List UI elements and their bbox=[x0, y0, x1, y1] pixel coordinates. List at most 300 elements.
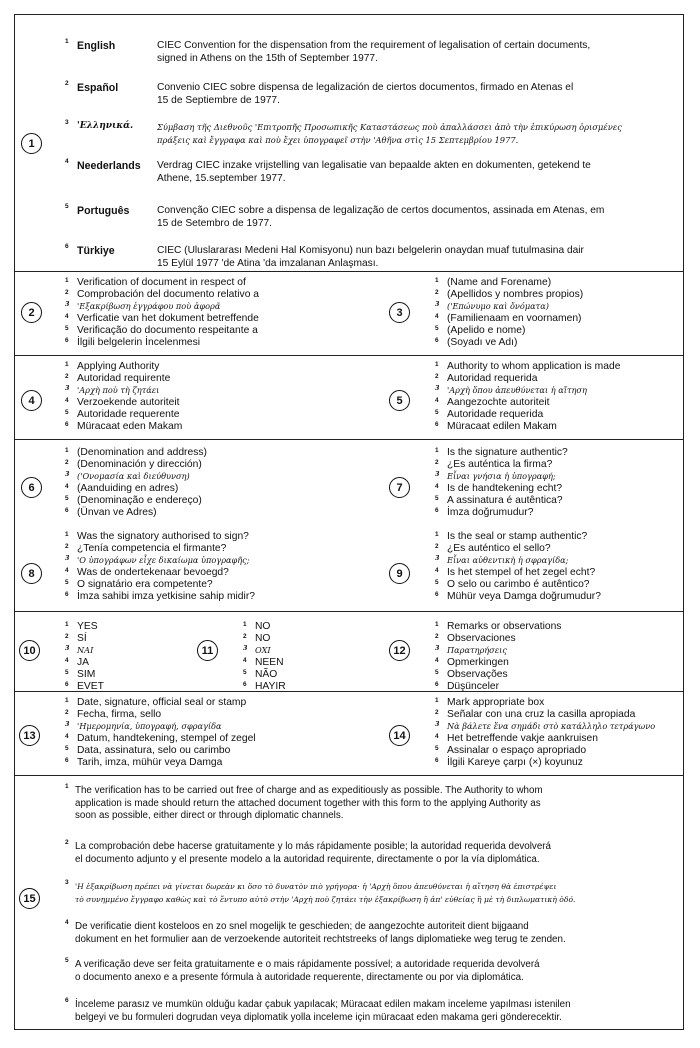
section-number: 7 bbox=[389, 477, 410, 498]
item-label: SÍ bbox=[77, 632, 87, 644]
section-number: 14 bbox=[389, 725, 410, 746]
entry-number: 2 bbox=[65, 80, 69, 87]
entry-number: 4 bbox=[65, 158, 69, 165]
instruction-line: belgeyi ve bu formuleri dogrudan veya diplomatik yolla inceleme için müracaat eden makama geri gönderecektir. bbox=[75, 1011, 562, 1023]
form-frame bbox=[14, 14, 684, 1030]
date-signature-item bbox=[65, 709, 256, 721]
instruction-line: A verificação deve ser feita gratuitamente e o mais rápidamente possível; a autoridade requerida devolverá bbox=[75, 959, 540, 970]
requested-authority-list bbox=[435, 361, 620, 432]
item-number: 3 bbox=[65, 719, 70, 728]
convention-title-line: 15 de Setembro de 1977. bbox=[157, 218, 272, 229]
item-number: 3 bbox=[435, 719, 440, 728]
item-number: 1 bbox=[65, 277, 69, 284]
item-number: 5 bbox=[65, 744, 69, 752]
item-number: 6 bbox=[65, 336, 69, 344]
denomination-and-address-item bbox=[65, 471, 207, 483]
item-number: 2 bbox=[435, 632, 439, 640]
convention-title-line: Convenção CIEC sobre a dispensa de legalização de certos documentos, assinada em Atenas, em bbox=[157, 205, 605, 216]
item-label: (Name and Forename) bbox=[447, 277, 552, 288]
entry-number: 6 bbox=[65, 243, 69, 250]
section-4-5 bbox=[15, 355, 683, 439]
section-1-title bbox=[15, 15, 683, 271]
remarks-item bbox=[435, 633, 561, 645]
convention-title-line: πράξεις καὶ ἔγγραφα καὶ ποὺ ἔχει ὑπογραφεῖ στὴν 'Αθῆνα στὶς 15 Σεπτεμβρίου 1977. bbox=[157, 135, 519, 145]
item-number: 6 bbox=[435, 336, 439, 344]
convention-title-line: CIEC (Uluslararası Medeni Hal Komisyonu) nun bazı belgelerin onaydan muaf tutulmasina dair bbox=[157, 245, 584, 256]
item-label: Comprobación del documento relativo a bbox=[77, 288, 260, 300]
item-label: O signatário era competente? bbox=[77, 578, 213, 590]
item-label: İmza sahibi imza yetkisine sahip midir? bbox=[77, 590, 255, 602]
item-number: 3 bbox=[65, 643, 70, 652]
item-number: 1 bbox=[65, 361, 69, 368]
section-number: 2 bbox=[21, 302, 42, 323]
item-label: (Denominación y dirección) bbox=[77, 458, 202, 470]
requested-authority-item bbox=[435, 361, 620, 373]
item-label: Is the signature authentic? bbox=[447, 447, 568, 458]
item-number: 4 bbox=[65, 732, 69, 740]
denomination-and-address-item bbox=[65, 495, 207, 507]
remarks-item bbox=[435, 645, 561, 657]
item-label: Müracaat eden Makam bbox=[77, 420, 183, 432]
remarks-list bbox=[435, 621, 561, 692]
section-13-14 bbox=[15, 691, 683, 775]
language-label: Português bbox=[77, 205, 130, 217]
name-and-forename-item bbox=[435, 277, 583, 289]
item-number: 1 bbox=[65, 447, 69, 454]
section-number: 11 bbox=[197, 640, 218, 661]
date-signature-item bbox=[65, 721, 256, 733]
item-number: 4 bbox=[65, 396, 69, 404]
item-label: Mühür veya Damga doğrumudur? bbox=[447, 590, 601, 602]
item-number: 6 bbox=[435, 680, 439, 688]
item-number: 5 bbox=[65, 324, 69, 332]
item-number: 6 bbox=[65, 680, 69, 688]
no-list bbox=[243, 621, 286, 692]
item-number: 3 bbox=[65, 299, 70, 308]
mark-box-item bbox=[435, 697, 655, 709]
item-label: Aangezochte autoriteit bbox=[447, 396, 550, 408]
item-number: 3 bbox=[435, 299, 440, 308]
applying-authority-item bbox=[65, 361, 182, 373]
item-label: ¿Es auténtica la firma? bbox=[447, 458, 553, 470]
mark-box-item bbox=[435, 745, 655, 757]
signatory-authorised-list bbox=[65, 531, 255, 602]
item-label: NAI bbox=[77, 644, 94, 655]
section-6-7 bbox=[15, 439, 683, 611]
mark-box-list bbox=[435, 697, 655, 768]
section-15-instructions bbox=[15, 775, 683, 1031]
seal-authentic-item bbox=[435, 531, 601, 543]
item-number: 3 bbox=[65, 553, 70, 562]
item-number: 2 bbox=[65, 708, 69, 716]
item-label: Is de handtekening echt? bbox=[447, 482, 563, 494]
item-label: OXI bbox=[255, 644, 271, 655]
yes-item bbox=[65, 669, 104, 681]
item-label: 'Εξακρίβωση ἐγγράφου ποὺ ἀφορᾶ bbox=[77, 300, 221, 311]
convention-title-line: Σύμβαση τῆς Διεθνοῦς 'Επιτροπῆς Προσωπικῆς Καταστάσεως ποὺ ἀπαλλάσσει ἀπὸ τὴν ἐπικύρωση ὁρισμένες bbox=[157, 122, 622, 132]
mark-box-item bbox=[435, 721, 655, 733]
language-label: Español bbox=[77, 82, 119, 94]
item-label: Εἶναι αὐθεντικὴ ἡ σφραγίδα; bbox=[447, 554, 569, 565]
no-item bbox=[243, 657, 286, 669]
item-number: 5 bbox=[435, 668, 439, 676]
name-and-forename-item bbox=[435, 301, 583, 313]
applying-authority-item bbox=[65, 421, 182, 433]
document-in-respect-of-item bbox=[65, 301, 259, 313]
item-label: NÃO bbox=[255, 668, 278, 680]
item-number: 3 bbox=[435, 553, 440, 562]
item-label: O selo ou carimbo é autêntico? bbox=[447, 578, 590, 590]
no-item bbox=[243, 645, 286, 657]
requested-authority-item bbox=[435, 385, 620, 397]
item-label: Düşünceler bbox=[447, 680, 500, 692]
instruction-line: τὸ συνημμένο ἔγγραφο καθὼς καὶ τὸ ἔντυπο αὐτὸ στὴν 'Αρχὴ ποὺ ζητάει τὴν ἐξακρίβωση ἢ ἀπ' εὐθείας ἢ μὲ τὴ διπλωματικὴ ὁδό. bbox=[75, 894, 576, 904]
item-number: 2 bbox=[65, 288, 69, 296]
item-number: 3 bbox=[435, 469, 440, 478]
item-number: 2 bbox=[65, 632, 69, 640]
item-label: Is the seal or stamp authentic? bbox=[447, 531, 588, 542]
section-number: 3 bbox=[389, 302, 410, 323]
applying-authority-item bbox=[65, 385, 182, 397]
convention-title-line: 15 de Septiembre de 1977. bbox=[157, 95, 280, 106]
name-and-forename-item bbox=[435, 337, 583, 349]
item-label: İlgili belgelerin İncelenmesi bbox=[77, 336, 201, 348]
signatory-authorised-item bbox=[65, 531, 255, 543]
item-number: 1 bbox=[435, 621, 439, 628]
document-in-respect-of-item bbox=[65, 277, 259, 289]
item-number: 5 bbox=[65, 408, 69, 416]
item-label: Observações bbox=[447, 668, 508, 680]
item-number: 5 bbox=[243, 668, 247, 676]
item-label: JA bbox=[77, 656, 90, 668]
item-label: 'Αρχὴ ποὺ τὴ ζητάει bbox=[77, 384, 160, 395]
no-item bbox=[243, 669, 286, 681]
item-number: 4 bbox=[65, 566, 69, 574]
language-label: Neederlands bbox=[77, 160, 141, 172]
item-label: Müracaat edilen Makam bbox=[447, 420, 557, 432]
requested-authority-item bbox=[435, 409, 620, 421]
name-and-forename-list bbox=[435, 277, 583, 348]
seal-authentic-item bbox=[435, 579, 601, 591]
item-number: 4 bbox=[65, 312, 69, 320]
item-label: (Ünvan ve Adres) bbox=[77, 506, 157, 518]
item-number: 5 bbox=[65, 668, 69, 676]
item-label: ¿Es auténtico el sello? bbox=[447, 542, 551, 554]
section-2-3 bbox=[15, 271, 683, 355]
section-number: 13 bbox=[19, 725, 40, 746]
item-label: NEEN bbox=[255, 656, 284, 668]
section-number: 1 bbox=[21, 133, 42, 154]
item-label: Señalar con una cruz la casilla apropiada bbox=[447, 708, 636, 720]
signature-authentic-item bbox=[435, 495, 568, 507]
applying-authority-item bbox=[65, 409, 182, 421]
item-number: 6 bbox=[435, 590, 439, 598]
item-label: Opmerkingen bbox=[447, 656, 509, 668]
yes-list bbox=[65, 621, 104, 692]
item-number: 5 bbox=[435, 324, 439, 332]
instruction-line: La comprobación debe hacerse gratuitamente y lo más rápidamente posible; la autoridad requerida devolverá bbox=[75, 841, 551, 852]
item-number: 6 bbox=[65, 506, 69, 514]
entry-number: 5 bbox=[65, 203, 69, 210]
item-label: Datum, handtekening, stempel of zegel bbox=[77, 732, 256, 744]
item-label: Autoridad requirente bbox=[77, 372, 171, 384]
yes-item bbox=[65, 645, 104, 657]
item-label: Assinalar o espaço apropriado bbox=[447, 744, 587, 756]
remarks-item bbox=[435, 669, 561, 681]
item-label: ('Ονομασία καὶ διεύθυνση) bbox=[77, 470, 190, 481]
paragraph-number: 6 bbox=[65, 997, 69, 1004]
item-label: (Aanduiding en adres) bbox=[77, 482, 179, 494]
signatory-authorised-item bbox=[65, 591, 255, 603]
item-label: Remarks or observations bbox=[447, 621, 562, 632]
requested-authority-item bbox=[435, 373, 620, 385]
item-number: 6 bbox=[435, 506, 439, 514]
item-number: 1 bbox=[65, 697, 69, 704]
item-number: 3 bbox=[435, 383, 440, 392]
date-signature-item bbox=[65, 733, 256, 745]
yes-item bbox=[65, 633, 104, 645]
document-in-respect-of-item bbox=[65, 337, 259, 349]
item-label: Applying Authority bbox=[77, 361, 160, 372]
item-number: 2 bbox=[435, 372, 439, 380]
seal-authentic-list bbox=[435, 531, 601, 602]
item-label: (Denominação e endereço) bbox=[77, 494, 202, 506]
signature-authentic-item bbox=[435, 471, 568, 483]
section-number: 6 bbox=[21, 477, 42, 498]
applying-authority-item bbox=[65, 373, 182, 385]
item-number: 4 bbox=[435, 482, 439, 490]
item-label: Autoridad requerida bbox=[447, 372, 538, 384]
item-number: 3 bbox=[435, 643, 440, 652]
name-and-forename-item bbox=[435, 313, 583, 325]
item-label: 'Ημερομηνία, ὑπογραφή, σφραγίδα bbox=[77, 720, 222, 731]
signatory-authorised-item bbox=[65, 543, 255, 555]
language-label: English bbox=[77, 40, 116, 52]
item-label: Mark appropriate box bbox=[447, 697, 545, 708]
item-label: 'Ο ὑπογράφων εἶχε δικαίωμα ὑπογραφῆς; bbox=[77, 554, 250, 565]
item-label: YES bbox=[77, 621, 98, 632]
name-and-forename-item bbox=[435, 325, 583, 337]
signature-authentic-item bbox=[435, 507, 568, 519]
item-label: Verificação do documento respeitante a bbox=[77, 324, 258, 336]
item-number: 6 bbox=[65, 420, 69, 428]
section-10-12 bbox=[15, 611, 683, 691]
signature-authentic-item bbox=[435, 447, 568, 459]
remarks-item bbox=[435, 657, 561, 669]
entry-number: 1 bbox=[65, 38, 69, 45]
item-label: EVET bbox=[77, 680, 104, 692]
denomination-and-address-item bbox=[65, 447, 207, 459]
item-number: 1 bbox=[435, 277, 439, 284]
item-label: İlgili Kareye çarpı (×) koyunuz bbox=[447, 756, 583, 768]
item-number: 3 bbox=[243, 643, 248, 652]
item-label: Verficatie van het dokument betreffende bbox=[77, 312, 259, 324]
item-label: (Apelido e nome) bbox=[447, 324, 526, 336]
denomination-and-address-item bbox=[65, 507, 207, 519]
item-label: Autoridade requerente bbox=[77, 408, 180, 420]
signatory-authorised-item bbox=[65, 567, 255, 579]
item-label: ('Επώνυμο καὶ ὄνόματα) bbox=[447, 300, 549, 311]
denomination-and-address-list bbox=[65, 447, 207, 518]
item-label: SIM bbox=[77, 668, 96, 680]
item-number: 4 bbox=[243, 656, 247, 664]
no-item bbox=[243, 633, 286, 645]
item-number: 1 bbox=[435, 361, 439, 368]
item-number: 4 bbox=[65, 656, 69, 664]
item-number: 3 bbox=[65, 383, 70, 392]
item-label: 'Αρχὴ ὅπου ἀπευθύνεται ἡ αἴτηση bbox=[447, 384, 587, 395]
instruction-line: De verificatie dient kosteloos en zo snel mogelijk te geschieden; de aangezochte autoriteit dient bijgaand bbox=[75, 921, 529, 932]
remarks-item bbox=[435, 621, 561, 633]
item-number: 5 bbox=[65, 494, 69, 502]
mark-box-item bbox=[435, 733, 655, 745]
item-label: Fecha, firma, sello bbox=[77, 708, 162, 720]
item-label: Date, signature, official seal or stamp bbox=[77, 697, 247, 708]
paragraph-number: 1 bbox=[65, 783, 69, 790]
section-number: 12 bbox=[389, 640, 410, 661]
yes-item bbox=[65, 657, 104, 669]
section-number: 5 bbox=[389, 390, 410, 411]
item-label: Authority to whom application is made bbox=[447, 361, 621, 372]
document-in-respect-of-item bbox=[65, 325, 259, 337]
item-label: Observaciones bbox=[447, 632, 516, 644]
item-label: (Soyadı ve Adı) bbox=[447, 336, 518, 348]
seal-authentic-item bbox=[435, 543, 601, 555]
document-in-respect-of-item bbox=[65, 313, 259, 325]
section-number: 9 bbox=[389, 563, 410, 584]
item-label: NO bbox=[255, 632, 271, 644]
requested-authority-item bbox=[435, 397, 620, 409]
instruction-line: o documento anexo e a presente fórmula à autoridade requerente, directamente ou por via diplomática. bbox=[75, 971, 524, 983]
item-number: 4 bbox=[435, 732, 439, 740]
section-number: 8 bbox=[21, 563, 42, 584]
paragraph-number: 5 bbox=[65, 957, 69, 964]
language-label: 'Ελληνικά. bbox=[77, 121, 134, 131]
instruction-line: application is made should return the attached document together with this form to the applying Authority as bbox=[75, 797, 541, 809]
item-number: 4 bbox=[65, 482, 69, 490]
section-number: 15 bbox=[19, 888, 40, 909]
item-number: 6 bbox=[65, 756, 69, 764]
item-number: 6 bbox=[65, 590, 69, 598]
item-number: 1 bbox=[243, 621, 247, 628]
item-number: 2 bbox=[65, 372, 69, 380]
item-number: 4 bbox=[435, 656, 439, 664]
name-and-forename-item bbox=[435, 289, 583, 301]
item-number: 1 bbox=[65, 621, 69, 628]
item-number: 6 bbox=[435, 420, 439, 428]
item-number: 2 bbox=[65, 458, 69, 466]
no-item bbox=[243, 621, 286, 633]
item-label: Verzoekende autoriteit bbox=[77, 396, 180, 408]
item-number: 4 bbox=[435, 396, 439, 404]
item-number: 4 bbox=[435, 566, 439, 574]
signature-authentic-item bbox=[435, 483, 568, 495]
item-number: 5 bbox=[435, 494, 439, 502]
convention-title-line: Athene, 15.september 1977. bbox=[157, 173, 286, 184]
item-number: 1 bbox=[435, 531, 439, 538]
item-label: Εἶναι γνήσια ἡ ὑπογραφή; bbox=[447, 470, 556, 481]
applying-authority-list bbox=[65, 361, 182, 432]
item-number: 4 bbox=[435, 312, 439, 320]
item-number: 2 bbox=[435, 708, 439, 716]
signature-authentic-item bbox=[435, 459, 568, 471]
document-in-respect-of-list bbox=[65, 277, 259, 348]
item-number: 5 bbox=[435, 744, 439, 752]
item-label: (Apellidos y nombres propios) bbox=[447, 288, 584, 300]
date-signature-list bbox=[65, 697, 256, 768]
instruction-line: The verification has to be carried out free of charge and as expeditiously as possible. The Authority to whom bbox=[75, 785, 543, 796]
mark-box-item bbox=[435, 709, 655, 721]
signatory-authorised-item bbox=[65, 579, 255, 591]
convention-title-line: signed in Athens on the 15th of September 1977. bbox=[157, 53, 378, 64]
entry-number: 3 bbox=[65, 119, 69, 126]
document-in-respect-of-item bbox=[65, 289, 259, 301]
paragraph-number: 3 bbox=[65, 879, 69, 886]
denomination-and-address-item bbox=[65, 483, 207, 495]
date-signature-item bbox=[65, 757, 256, 769]
item-number: 6 bbox=[435, 756, 439, 764]
item-label: ¿Tenía competencia el firmante? bbox=[77, 542, 227, 554]
item-label: Verification of document in respect of bbox=[77, 277, 246, 288]
section-number: 4 bbox=[21, 390, 42, 411]
item-number: 1 bbox=[65, 531, 69, 538]
item-label: HAYIR bbox=[255, 680, 286, 692]
item-label: (Denomination and address) bbox=[77, 447, 207, 458]
seal-authentic-item bbox=[435, 555, 601, 567]
item-number: 6 bbox=[243, 680, 247, 688]
requested-authority-item bbox=[435, 421, 620, 433]
language-label: Türkiye bbox=[77, 245, 115, 257]
item-number: 2 bbox=[243, 632, 247, 640]
seal-authentic-item bbox=[435, 567, 601, 579]
instruction-line: dokument en het formulier aan de verzoekende autoriteit rechtstreeks of langs diplomatieke weg terug te zenden. bbox=[75, 933, 566, 945]
item-number: 2 bbox=[435, 542, 439, 550]
item-label: A assinatura é autêntica? bbox=[447, 494, 563, 506]
date-signature-item bbox=[65, 745, 256, 757]
item-number: 5 bbox=[435, 578, 439, 586]
item-label: İmza doğrumudur? bbox=[447, 506, 534, 518]
signatory-authorised-item bbox=[65, 555, 255, 567]
item-label: Was de ondertekenaar bevoegd? bbox=[77, 566, 229, 578]
instruction-line: el documento adjunto y el presente modelo a la autoridad requirente, directamente o por la vía diplomática. bbox=[75, 853, 540, 865]
instruction-line: İnceleme parasız ve mumkün olduğu kadar çabuk yapılacak; Müracaat edilen makam inceleme yapılması istenilen bbox=[75, 999, 571, 1010]
item-label: Tarih, imza, mühür veya Damga bbox=[77, 756, 223, 768]
yes-item bbox=[65, 621, 104, 633]
convention-title-line: CIEC Convention for the dispensation from the requirement of legalisation of certain documents, bbox=[157, 40, 591, 51]
item-label: Is het stempel of het zegel echt? bbox=[447, 566, 596, 578]
item-number: 5 bbox=[435, 408, 439, 416]
instruction-line: soon as possible, either direct or through diplomatic channels. bbox=[75, 810, 344, 822]
item-label: Was the signatory authorised to sign? bbox=[77, 531, 249, 542]
applying-authority-item bbox=[65, 397, 182, 409]
item-number: 2 bbox=[435, 458, 439, 466]
convention-title-line: Verdrag CIEC inzake vrijstelling van legalisatie van bepaalde akten en dokumenten, getekend te bbox=[157, 160, 591, 171]
item-number: 2 bbox=[435, 288, 439, 296]
paragraph-number: 4 bbox=[65, 919, 69, 926]
item-label: Παρατηρήσεις bbox=[447, 644, 507, 655]
item-label: Νὰ βάλετε ἕνα σημάδι στὸ κατάλληλο τετράγωνο bbox=[447, 720, 656, 731]
item-label: NO bbox=[255, 621, 271, 632]
item-number: 1 bbox=[435, 697, 439, 704]
date-signature-item bbox=[65, 697, 256, 709]
instruction-line: 'Η ἐξακρίβωση πρέπει νὰ γίνεται δωρεὰν κι ὅσο τὸ δυνατὸν πιὸ γρήγορα· ἡ 'Αρχὴ ὅπου ἀπευθύνεται ἡ αἴτηση θὰ ἐπιστρέψει bbox=[75, 882, 557, 891]
convention-title-line: 15 Eylül 1977 'de Atina 'da imzalanan Anlaşması. bbox=[157, 258, 379, 269]
item-number: 1 bbox=[435, 447, 439, 454]
denomination-and-address-item bbox=[65, 459, 207, 471]
item-number: 5 bbox=[65, 578, 69, 586]
item-label: Het betreffende vakje aankruisen bbox=[447, 732, 598, 744]
item-label: (Familienaam en voornamen) bbox=[447, 312, 582, 324]
